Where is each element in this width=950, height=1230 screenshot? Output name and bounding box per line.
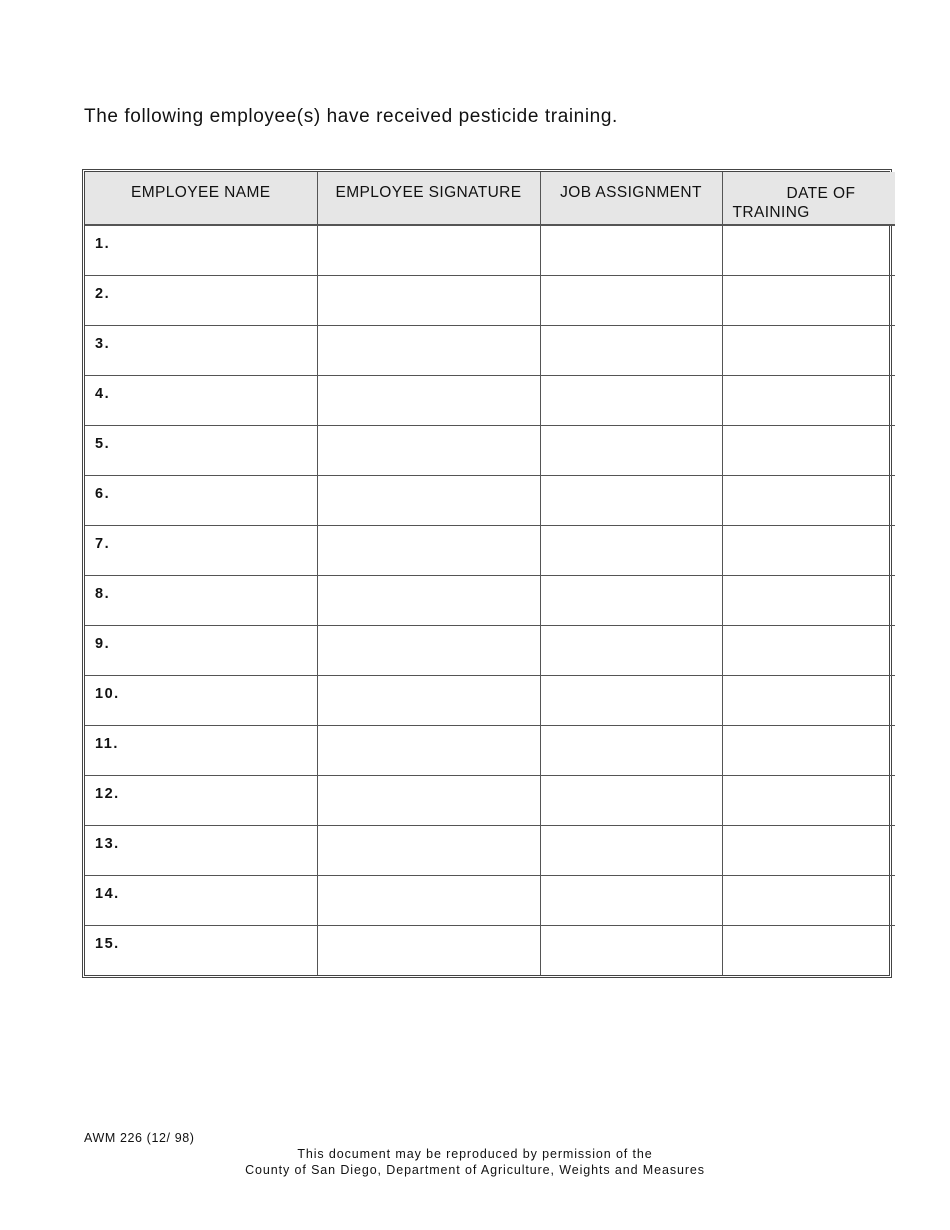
- table-row: [85, 225, 895, 275]
- employee-name-field[interactable]: 7.: [85, 525, 317, 575]
- date-of-training-field[interactable]: [722, 775, 895, 825]
- employee-name-field[interactable]: 3.: [85, 325, 317, 375]
- job-assignment-field[interactable]: [540, 475, 722, 525]
- job-assignment-field[interactable]: [540, 875, 722, 925]
- job-assignment-field[interactable]: [540, 825, 722, 875]
- table-header-row: [85, 172, 895, 225]
- job-assignment-field[interactable]: [540, 725, 722, 775]
- date-of-training-field[interactable]: [722, 725, 895, 775]
- table-row: [85, 325, 895, 375]
- date-of-training-field[interactable]: [722, 475, 895, 525]
- employee-name-field[interactable]: 10.: [85, 675, 317, 725]
- job-assignment-field[interactable]: [540, 525, 722, 575]
- job-assignment-field[interactable]: [540, 275, 722, 325]
- date-of-training-field[interactable]: [722, 325, 895, 375]
- employee-name-field[interactable]: 1.: [85, 225, 317, 275]
- employee-name-field[interactable]: 14.: [85, 875, 317, 925]
- date-of-training-field[interactable]: [722, 225, 895, 275]
- table-row: [85, 775, 895, 825]
- footer-line-2: County of San Diego, Department of Agriculture, Weights and Measures: [245, 1163, 705, 1177]
- date-of-training-field[interactable]: [722, 925, 895, 975]
- table-row: [85, 275, 895, 325]
- employee-signature-field[interactable]: [317, 675, 540, 725]
- employee-signature-field[interactable]: [317, 225, 540, 275]
- header-employee-signature: EMPLOYEE SIGNATURE: [317, 172, 540, 225]
- job-assignment-field[interactable]: [540, 925, 722, 975]
- employee-signature-field[interactable]: [317, 875, 540, 925]
- date-of-training-field[interactable]: [722, 875, 895, 925]
- table-row: [85, 725, 895, 775]
- training-table: [82, 169, 892, 978]
- employee-signature-field[interactable]: [317, 725, 540, 775]
- job-assignment-field[interactable]: [540, 425, 722, 475]
- date-of-training-field[interactable]: [722, 575, 895, 625]
- header-date-line1: DATE OF: [786, 185, 856, 202]
- table-row: [85, 475, 895, 525]
- employee-signature-field[interactable]: [317, 425, 540, 475]
- job-assignment-field[interactable]: [540, 675, 722, 725]
- employee-name-field[interactable]: 12.: [85, 775, 317, 825]
- date-of-training-field[interactable]: [722, 425, 895, 475]
- employee-signature-field[interactable]: [317, 925, 540, 975]
- table-row: [85, 375, 895, 425]
- header-date-line2: TRAINING: [732, 204, 810, 221]
- table-row: [85, 675, 895, 725]
- header-job-assignment: JOB ASSIGNMENT: [540, 172, 722, 225]
- job-assignment-field[interactable]: [540, 225, 722, 275]
- table-row: [85, 425, 895, 475]
- intro-text: The following employee(s) have received pesticide training.: [84, 106, 618, 127]
- employee-signature-field[interactable]: [317, 775, 540, 825]
- employee-name-field[interactable]: 15.: [85, 925, 317, 975]
- employee-signature-field[interactable]: [317, 525, 540, 575]
- date-of-training-field[interactable]: [722, 525, 895, 575]
- employee-name-field[interactable]: 9.: [85, 625, 317, 675]
- job-assignment-field[interactable]: [540, 325, 722, 375]
- employee-signature-field[interactable]: [317, 275, 540, 325]
- employee-signature-field[interactable]: [317, 475, 540, 525]
- employee-name-field[interactable]: 4.: [85, 375, 317, 425]
- form-code: AWM 226 (12/ 98): [84, 1131, 195, 1145]
- employee-signature-field[interactable]: [317, 625, 540, 675]
- employee-signature-field[interactable]: [317, 325, 540, 375]
- date-of-training-field[interactable]: [722, 825, 895, 875]
- job-assignment-field[interactable]: [540, 625, 722, 675]
- footer-line-1: This document may be reproduced by permission of the: [297, 1147, 653, 1161]
- table-row: [85, 625, 895, 675]
- employee-name-field[interactable]: 8.: [85, 575, 317, 625]
- date-of-training-field[interactable]: [722, 375, 895, 425]
- employee-signature-field[interactable]: [317, 825, 540, 875]
- table-row: [85, 525, 895, 575]
- employee-signature-field[interactable]: [317, 375, 540, 425]
- date-of-training-field[interactable]: [722, 625, 895, 675]
- date-of-training-field[interactable]: [722, 675, 895, 725]
- date-of-training-field[interactable]: [722, 275, 895, 325]
- job-assignment-field[interactable]: [540, 575, 722, 625]
- employee-name-field[interactable]: 11.: [85, 725, 317, 775]
- employee-signature-field[interactable]: [317, 575, 540, 625]
- footer-permission-note: [0, 1146, 950, 1178]
- table-row: [85, 575, 895, 625]
- employee-name-field[interactable]: 5.: [85, 425, 317, 475]
- table-row: [85, 875, 895, 925]
- header-date-of-training: [722, 172, 895, 225]
- employee-name-field[interactable]: 2.: [85, 275, 317, 325]
- job-assignment-field[interactable]: [540, 375, 722, 425]
- table-row: [85, 925, 895, 975]
- header-employee-name: EMPLOYEE NAME: [85, 172, 317, 225]
- employee-name-field[interactable]: 6.: [85, 475, 317, 525]
- job-assignment-field[interactable]: [540, 775, 722, 825]
- table-row: [85, 825, 895, 875]
- employee-name-field[interactable]: 13.: [85, 825, 317, 875]
